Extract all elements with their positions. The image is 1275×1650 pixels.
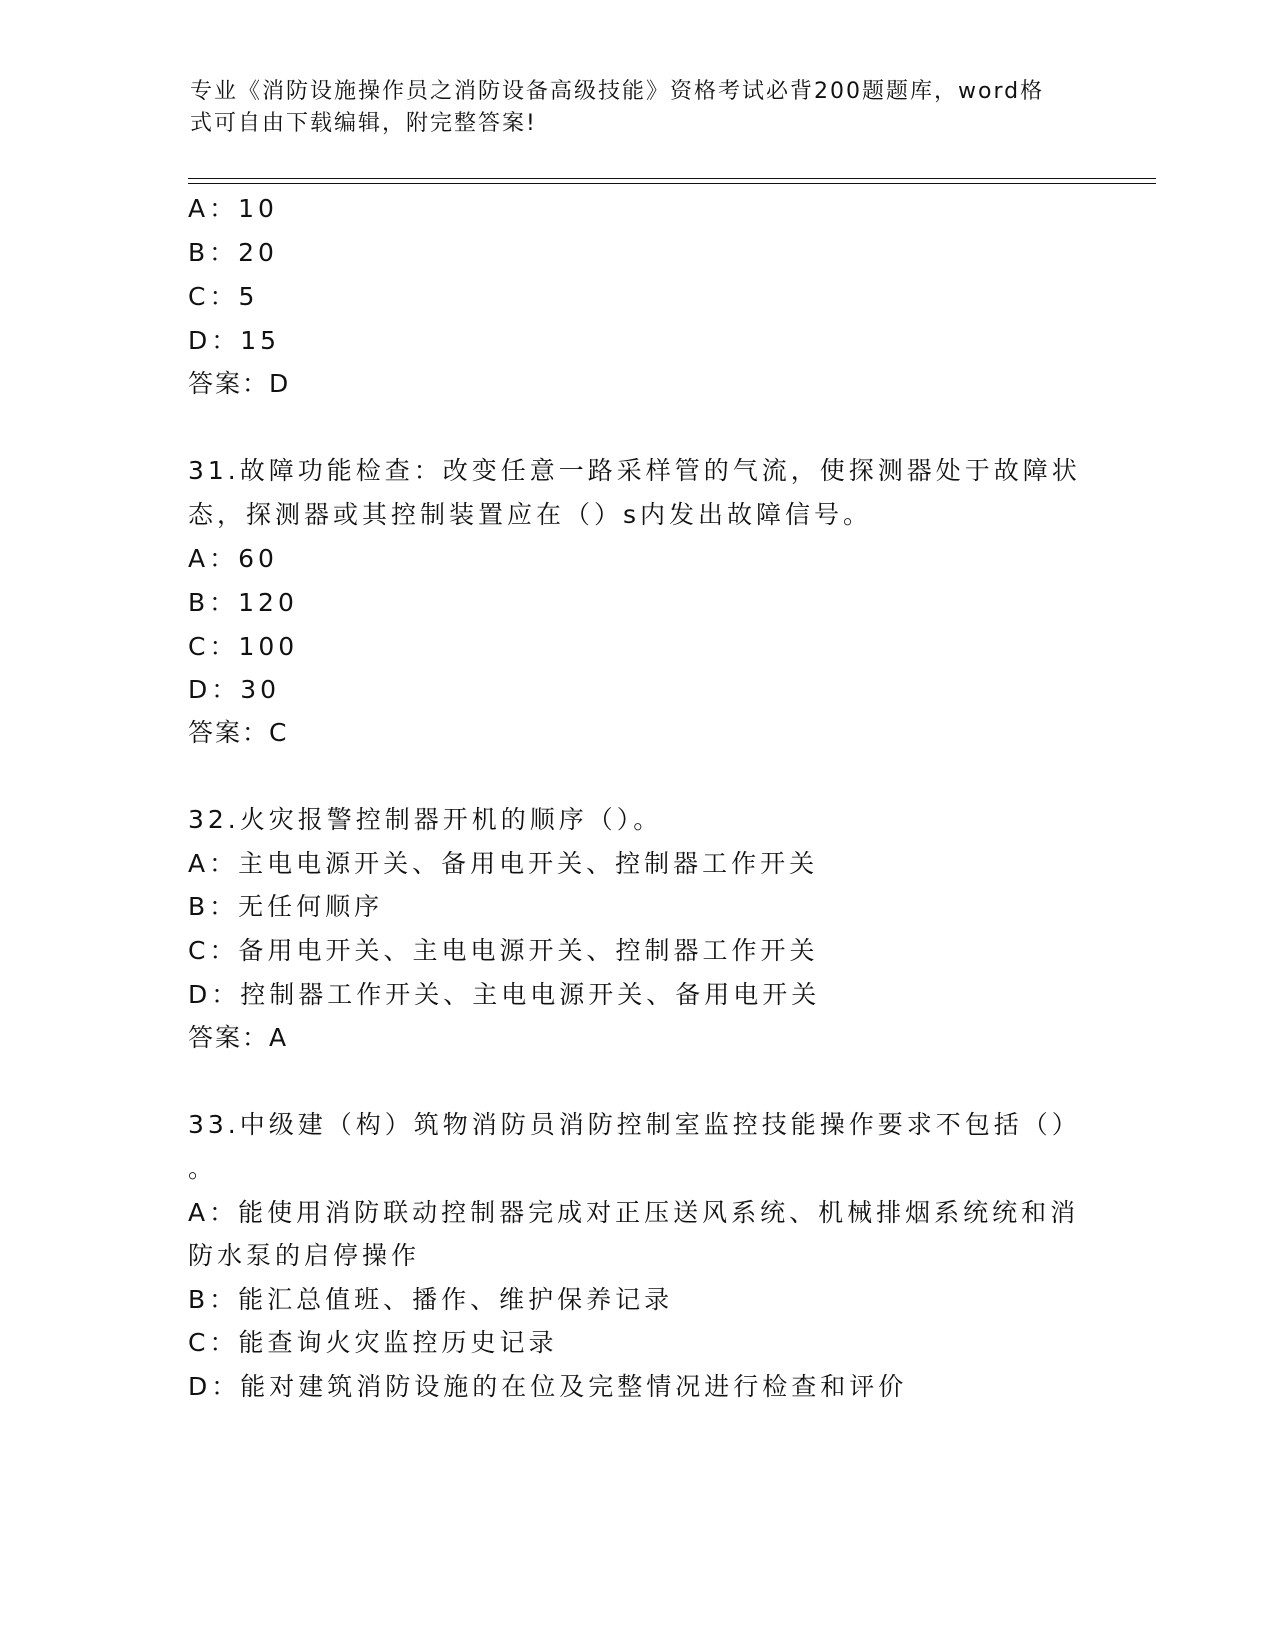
q33-option-b: B：能汇总值班、播作、维护保养记录 <box>188 1285 674 1314</box>
header-line-1: 专业《消防设施操作员之消防设备高级技能》资格考试必背200题题库，word格 <box>190 79 1045 104</box>
q30-option-c: C：5 <box>188 282 259 311</box>
q33-option-a-line-1: A：能使用消防联动控制器完成对正压送风系统、机械排烟系统统和消 <box>188 1198 1080 1227</box>
q31-option-d: D：30 <box>188 675 281 704</box>
q31-stem-line-2: 态，探测器或其控制装置应在（）s内发出故障信号。 <box>188 500 873 529</box>
q33-stem-line-2: 。 <box>188 1154 218 1183</box>
q30-option-b: B：20 <box>188 238 278 267</box>
header-line-2: 式可自由下载编辑，附完整答案! <box>190 111 537 136</box>
q31-option-c: C：100 <box>188 632 299 661</box>
q31-answer-value: C <box>269 718 288 747</box>
document-header <box>190 76 1070 140</box>
q30-answer-value: D <box>269 369 290 398</box>
header-divider-top <box>188 178 1156 179</box>
q32-option-c: C：备用电开关、主电电源开关、控制器工作开关 <box>188 936 819 965</box>
q32-answer <box>188 1018 1088 1058</box>
header-divider-bottom <box>188 183 1156 184</box>
q32-option-d: D：控制器工作开关、主电电源开关、备用电开关 <box>188 980 821 1009</box>
q30-answer-label: 答案： <box>188 369 270 398</box>
q31-option-b: B：120 <box>188 588 298 617</box>
q33-option-a-line-2: 防水泵的启停操作 <box>188 1241 421 1270</box>
q33-stem-line-1: 33.中级建（构）筑物消防员消防控制室监控技能操作要求不包括（） <box>188 1110 1081 1139</box>
q31-option-a: A：60 <box>188 544 278 573</box>
q31-answer-label: 答案： <box>188 718 270 747</box>
q30-option-d: D：15 <box>188 326 281 355</box>
q30-answer <box>188 364 1088 404</box>
q33-option-d: D：能对建筑消防设施的在位及完整情况进行检查和评价 <box>188 1372 908 1401</box>
q33-option-c: C：能查询火灾监控历史记录 <box>188 1328 558 1357</box>
q32-option-a: A：主电电源开关、备用电开关、控制器工作开关 <box>188 849 819 878</box>
q32-answer-value: A <box>269 1023 288 1052</box>
q31-stem-line-1: 31.故障功能检查：改变任意一路采样管的气流，使探测器处于故障状 <box>188 456 1081 485</box>
q32-option-b: B：无任何顺序 <box>188 892 384 921</box>
q32-stem-line-1: 32.火灾报警控制器开机的顺序（）。 <box>188 805 663 834</box>
q32-answer-label: 答案： <box>188 1023 270 1052</box>
q30-option-a: A：10 <box>188 194 278 223</box>
q31-answer <box>188 713 1088 753</box>
